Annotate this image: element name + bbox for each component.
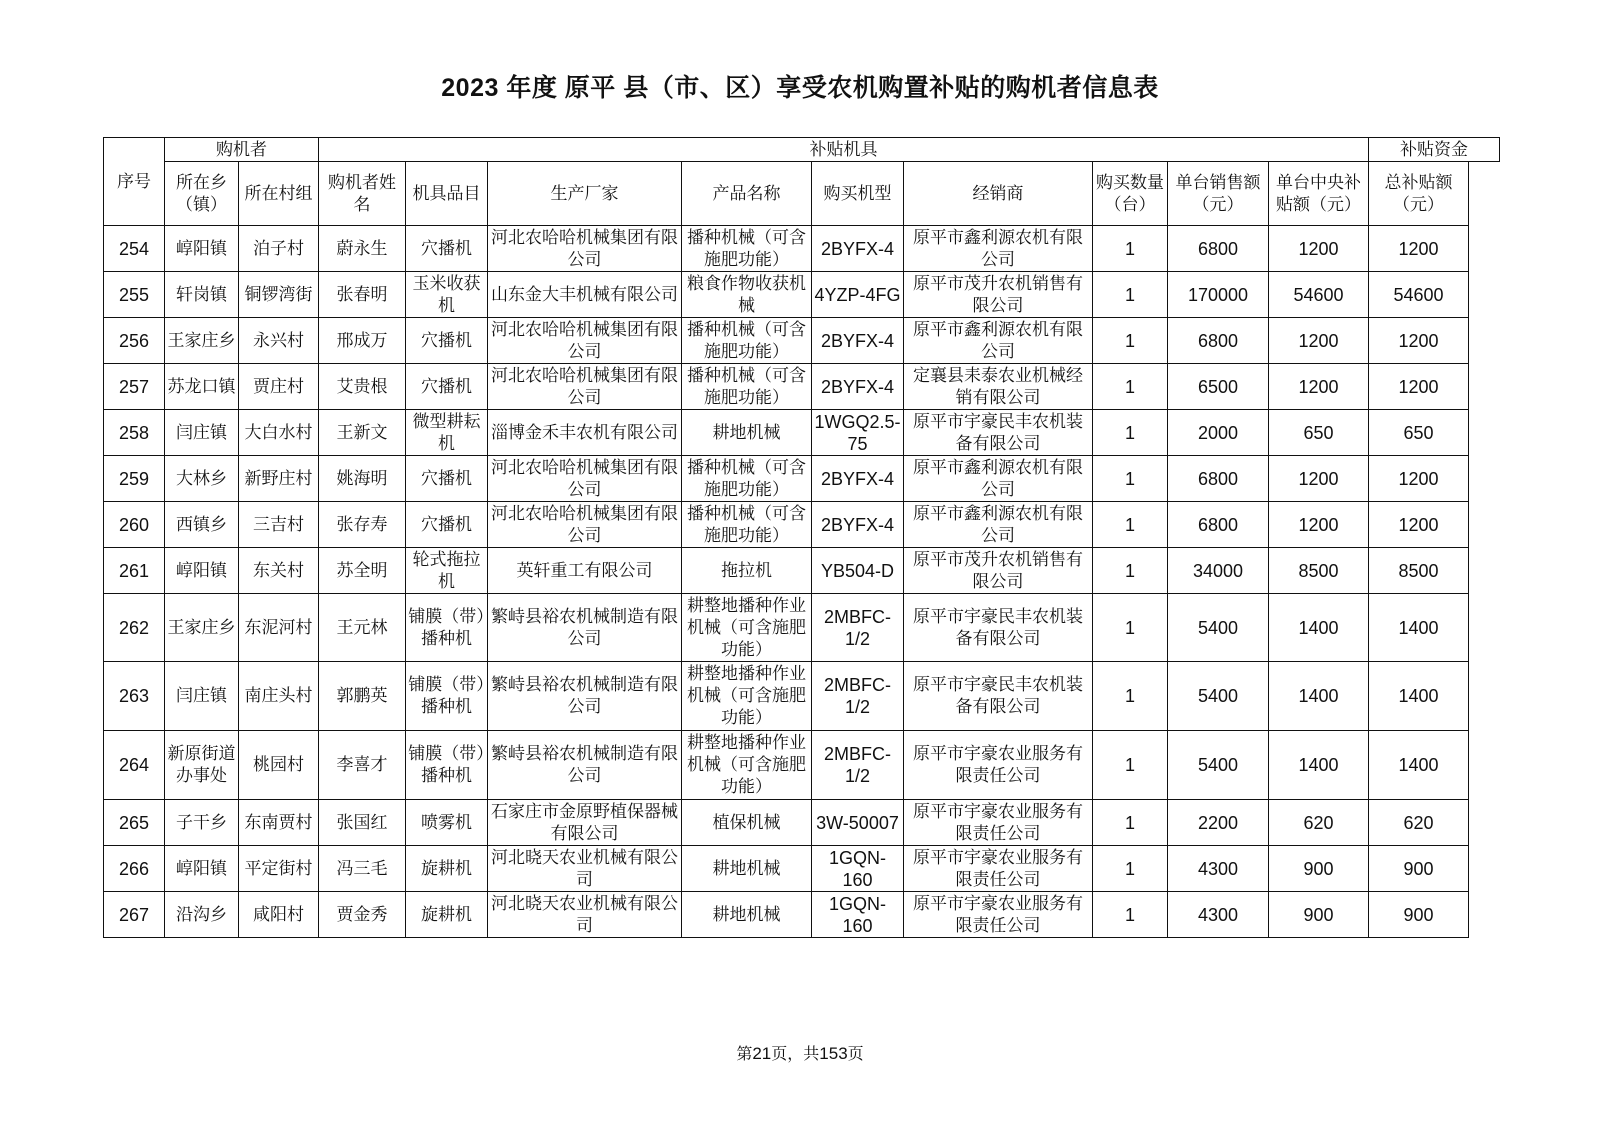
cell-seq: 259: [104, 456, 165, 502]
header-village: 所在村组: [239, 162, 319, 226]
cell-qty: 1: [1093, 410, 1168, 456]
cell-product: 拖拉机: [682, 548, 812, 594]
cell-central-subsidy: 1400: [1269, 594, 1369, 662]
cell-central-subsidy: 1200: [1269, 226, 1369, 272]
cell-unit-price: 6800: [1168, 318, 1269, 364]
cell-seq: 256: [104, 318, 165, 364]
cell-central-subsidy: 620: [1269, 800, 1369, 846]
cell-town: 子干乡: [165, 800, 239, 846]
cell-unit-price: 6800: [1168, 456, 1269, 502]
cell-dealer: 定襄县耒泰农业机械经销有限公司: [904, 364, 1093, 410]
cell-qty: 1: [1093, 800, 1168, 846]
table-row: [104, 846, 1500, 892]
cell-buyer-name: 郭鹏英: [319, 662, 406, 731]
table-row: [104, 226, 1500, 272]
cell-product: 耕整地播种作业机械（可含施肥功能）: [682, 731, 812, 800]
cell-village: 新野庄村: [239, 456, 319, 502]
cell-unit-price: 6800: [1168, 502, 1269, 548]
cell-town: 西镇乡: [165, 502, 239, 548]
cell-total-subsidy: 54600: [1369, 272, 1469, 318]
cell-qty: 1: [1093, 892, 1168, 938]
cell-total-subsidy: 900: [1369, 892, 1469, 938]
cell-buyer-name: 贾金秀: [319, 892, 406, 938]
table-row: [104, 662, 1500, 731]
cell-seq: 266: [104, 846, 165, 892]
header-buyer-name: 购机者姓名: [319, 162, 406, 226]
cell-unit-price: 6500: [1168, 364, 1269, 410]
table-row: [104, 456, 1500, 502]
cell-unit-price: 5400: [1168, 731, 1269, 800]
cell-dealer: 原平市鑫利源农机有限公司: [904, 456, 1093, 502]
cell-manufacturer: 河北农哈哈机械集团有限公司: [488, 226, 682, 272]
cell-unit-price: 5400: [1168, 662, 1269, 731]
cell-buyer-name: 艾贵根: [319, 364, 406, 410]
cell-category: 旋耕机: [406, 846, 488, 892]
header-total-subsidy: 总补贴额（元）: [1369, 162, 1469, 226]
table-row: [104, 318, 1500, 364]
cell-dealer: 原平市宇豪农业服务有限责任公司: [904, 846, 1093, 892]
cell-town: 王家庄乡: [165, 594, 239, 662]
cell-buyer-name: 张国红: [319, 800, 406, 846]
cell-qty: 1: [1093, 548, 1168, 594]
cell-buyer-name: 蔚永生: [319, 226, 406, 272]
cell-qty: 1: [1093, 318, 1168, 364]
header-central-subsidy: 单台中央补贴额（元）: [1269, 162, 1369, 226]
cell-model: 2MBFC-1/2: [812, 594, 904, 662]
cell-qty: 1: [1093, 731, 1168, 800]
header-group-machine: 补贴机具: [319, 138, 1369, 162]
cell-qty: 1: [1093, 662, 1168, 731]
cell-town: 大林乡: [165, 456, 239, 502]
cell-category: 喷雾机: [406, 800, 488, 846]
cell-central-subsidy: 54600: [1269, 272, 1369, 318]
cell-category: 铺膜（带）播种机: [406, 662, 488, 731]
cell-qty: 1: [1093, 226, 1168, 272]
cell-manufacturer: 英轩重工有限公司: [488, 548, 682, 594]
header-qty: 购买数量（台）: [1093, 162, 1168, 226]
cell-town: 轩岗镇: [165, 272, 239, 318]
cell-category: 穴播机: [406, 318, 488, 364]
cell-seq: 263: [104, 662, 165, 731]
cell-seq: 265: [104, 800, 165, 846]
cell-category: 穴播机: [406, 456, 488, 502]
cell-village: 南庄头村: [239, 662, 319, 731]
header-category: 机具品目: [406, 162, 488, 226]
cell-buyer-name: 李喜才: [319, 731, 406, 800]
table-row: [104, 410, 1500, 456]
cell-qty: 1: [1093, 594, 1168, 662]
cell-central-subsidy: 1200: [1269, 318, 1369, 364]
cell-qty: 1: [1093, 364, 1168, 410]
header-manufacturer: 生产厂家: [488, 162, 682, 226]
cell-village: 东泥河村: [239, 594, 319, 662]
table-row: [104, 272, 1500, 318]
cell-buyer-name: 张春明: [319, 272, 406, 318]
cell-model: 2BYFX-4: [812, 456, 904, 502]
cell-village: 贾庄村: [239, 364, 319, 410]
cell-seq: 258: [104, 410, 165, 456]
cell-town: 闫庄镇: [165, 410, 239, 456]
cell-central-subsidy: 1400: [1269, 731, 1369, 800]
cell-total-subsidy: 620: [1369, 800, 1469, 846]
cell-model: 2MBFC-1/2: [812, 731, 904, 800]
cell-seq: 261: [104, 548, 165, 594]
cell-town: 崞阳镇: [165, 226, 239, 272]
header-model: 购买机型: [812, 162, 904, 226]
cell-seq: 254: [104, 226, 165, 272]
cell-model: 1GQN-160: [812, 892, 904, 938]
cell-unit-price: 2200: [1168, 800, 1269, 846]
footer-total-pages: 153: [819, 1044, 848, 1063]
cell-model: 2BYFX-4: [812, 318, 904, 364]
cell-unit-price: 34000: [1168, 548, 1269, 594]
cell-product: 植保机械: [682, 800, 812, 846]
header-group-buyer: 购机者: [165, 138, 319, 162]
cell-town: 沿沟乡: [165, 892, 239, 938]
cell-total-subsidy: 1400: [1369, 731, 1469, 800]
cell-product: 播种机械（可含施肥功能）: [682, 502, 812, 548]
cell-dealer: 原平市宇豪民丰农机装备有限公司: [904, 662, 1093, 731]
cell-dealer: 原平市宇豪民丰农机装备有限公司: [904, 594, 1093, 662]
cell-total-subsidy: 650: [1369, 410, 1469, 456]
cell-central-subsidy: 1400: [1269, 662, 1369, 731]
cell-unit-price: 6800: [1168, 226, 1269, 272]
cell-village: 铜锣湾街: [239, 272, 319, 318]
cell-product: 耕地机械: [682, 410, 812, 456]
cell-category: 玉米收获机: [406, 272, 488, 318]
footer-page-number: 21: [752, 1044, 772, 1063]
cell-village: 桃园村: [239, 731, 319, 800]
cell-town: 崞阳镇: [165, 548, 239, 594]
cell-dealer: 原平市茂升农机销售有限公司: [904, 272, 1093, 318]
cell-central-subsidy: 8500: [1269, 548, 1369, 594]
cell-model: 2BYFX-4: [812, 364, 904, 410]
cell-product: 耕地机械: [682, 846, 812, 892]
cell-unit-price: 4300: [1168, 846, 1269, 892]
cell-seq: 255: [104, 272, 165, 318]
cell-buyer-name: 张存寿: [319, 502, 406, 548]
cell-town: 闫庄镇: [165, 662, 239, 731]
cell-dealer: 原平市宇豪民丰农机装备有限公司: [904, 410, 1093, 456]
cell-dealer: 原平市宇豪农业服务有限责任公司: [904, 800, 1093, 846]
cell-product: 粮食作物收获机械: [682, 272, 812, 318]
cell-manufacturer: 河北农哈哈机械集团有限公司: [488, 318, 682, 364]
cell-total-subsidy: 1400: [1369, 594, 1469, 662]
header-dealer: 经销商: [904, 162, 1093, 226]
cell-model: 2MBFC-1/2: [812, 662, 904, 731]
page-title: 2023 年度 原平 县（市、区）享受农机购置补贴的购机者信息表: [441, 74, 1159, 102]
table-row: [104, 502, 1500, 548]
cell-total-subsidy: 1200: [1369, 318, 1469, 364]
cell-village: 平定街村: [239, 846, 319, 892]
cell-unit-price: 5400: [1168, 594, 1269, 662]
cell-model: 1WGQ2.5-75: [812, 410, 904, 456]
cell-buyer-name: 姚海明: [319, 456, 406, 502]
cell-manufacturer: 河北晓天农业机械有限公司: [488, 846, 682, 892]
footer-prefix: 第: [736, 1044, 753, 1063]
cell-product: 播种机械（可含施肥功能）: [682, 364, 812, 410]
cell-manufacturer: 石家庄市金原野植保器械有限公司: [488, 800, 682, 846]
cell-model: YB504-D: [812, 548, 904, 594]
cell-unit-price: 4300: [1168, 892, 1269, 938]
cell-product: 播种机械（可含施肥功能）: [682, 226, 812, 272]
cell-category: 轮式拖拉机: [406, 548, 488, 594]
header-seq: 序号: [104, 138, 165, 226]
cell-village: 泊子村: [239, 226, 319, 272]
cell-dealer: 原平市茂升农机销售有限公司: [904, 548, 1093, 594]
cell-dealer: 原平市鑫利源农机有限公司: [904, 502, 1093, 548]
cell-dealer: 原平市鑫利源农机有限公司: [904, 318, 1093, 364]
cell-seq: 257: [104, 364, 165, 410]
cell-total-subsidy: 1200: [1369, 226, 1469, 272]
table-row: [104, 594, 1500, 662]
cell-central-subsidy: 1200: [1269, 364, 1369, 410]
cell-total-subsidy: 900: [1369, 846, 1469, 892]
cell-dealer: 原平市鑫利源农机有限公司: [904, 226, 1093, 272]
cell-category: 穴播机: [406, 364, 488, 410]
table-row: [104, 892, 1500, 938]
cell-manufacturer: 河北农哈哈机械集团有限公司: [488, 364, 682, 410]
cell-qty: 1: [1093, 846, 1168, 892]
cell-total-subsidy: 1200: [1369, 502, 1469, 548]
cell-model: 2BYFX-4: [812, 502, 904, 548]
table-row: [104, 548, 1500, 594]
cell-village: 东南贾村: [239, 800, 319, 846]
header-group-fund: 补贴资金: [1369, 138, 1500, 162]
cell-village: 咸阳村: [239, 892, 319, 938]
footer-middle: 页，共: [771, 1044, 820, 1063]
cell-model: 4YZP-4FG: [812, 272, 904, 318]
cell-village: 三吉村: [239, 502, 319, 548]
cell-village: 东关村: [239, 548, 319, 594]
cell-manufacturer: 繁峙县裕农机械制造有限公司: [488, 662, 682, 731]
cell-town: 新原街道办事处: [165, 731, 239, 800]
cell-central-subsidy: 1200: [1269, 456, 1369, 502]
cell-product: 耕整地播种作业机械（可含施肥功能）: [682, 662, 812, 731]
cell-product: 播种机械（可含施肥功能）: [682, 456, 812, 502]
cell-village: 永兴村: [239, 318, 319, 364]
cell-unit-price: 170000: [1168, 272, 1269, 318]
cell-town: 王家庄乡: [165, 318, 239, 364]
cell-town: 崞阳镇: [165, 846, 239, 892]
cell-product: 耕地机械: [682, 892, 812, 938]
cell-category: 穴播机: [406, 502, 488, 548]
cell-central-subsidy: 900: [1269, 846, 1369, 892]
header-product: 产品名称: [682, 162, 812, 226]
cell-qty: 1: [1093, 502, 1168, 548]
cell-total-subsidy: 1200: [1369, 364, 1469, 410]
cell-manufacturer: 淄博金禾丰农机有限公司: [488, 410, 682, 456]
cell-dealer: 原平市宇豪农业服务有限责任公司: [904, 892, 1093, 938]
cell-seq: 262: [104, 594, 165, 662]
page-footer: [0, 1041, 1600, 1064]
cell-qty: 1: [1093, 456, 1168, 502]
cell-village: 大白水村: [239, 410, 319, 456]
cell-buyer-name: 邢成万: [319, 318, 406, 364]
cell-buyer-name: 王新文: [319, 410, 406, 456]
cell-qty: 1: [1093, 272, 1168, 318]
table-row: [104, 800, 1500, 846]
table-row: [104, 364, 1500, 410]
cell-buyer-name: 王元林: [319, 594, 406, 662]
cell-buyer-name: 冯三毛: [319, 846, 406, 892]
cell-product: 播种机械（可含施肥功能）: [682, 318, 812, 364]
cell-category: 旋耕机: [406, 892, 488, 938]
cell-model: 2BYFX-4: [812, 226, 904, 272]
cell-central-subsidy: 1200: [1269, 502, 1369, 548]
cell-central-subsidy: 900: [1269, 892, 1369, 938]
cell-category: 铺膜（带）播种机: [406, 594, 488, 662]
cell-category: 穴播机: [406, 226, 488, 272]
cell-dealer: 原平市宇豪农业服务有限责任公司: [904, 731, 1093, 800]
header-town: 所在乡（镇）: [165, 162, 239, 226]
cell-category: 微型耕耘机: [406, 410, 488, 456]
table-row: [104, 731, 1500, 800]
cell-category: 铺膜（带）播种机: [406, 731, 488, 800]
cell-total-subsidy: 8500: [1369, 548, 1469, 594]
cell-seq: 264: [104, 731, 165, 800]
cell-manufacturer: 繁峙县裕农机械制造有限公司: [488, 731, 682, 800]
cell-product: 耕整地播种作业机械（可含施肥功能）: [682, 594, 812, 662]
cell-manufacturer: 河北晓天农业机械有限公司: [488, 892, 682, 938]
cell-total-subsidy: 1400: [1369, 662, 1469, 731]
cell-buyer-name: 苏全明: [319, 548, 406, 594]
cell-model: 3W-50007: [812, 800, 904, 846]
header-unit-price: 单台销售额（元）: [1168, 162, 1269, 226]
cell-seq: 267: [104, 892, 165, 938]
subsidy-table: [103, 137, 1500, 938]
cell-central-subsidy: 650: [1269, 410, 1369, 456]
cell-manufacturer: 繁峙县裕农机械制造有限公司: [488, 594, 682, 662]
footer-suffix: 页: [847, 1044, 864, 1063]
cell-seq: 260: [104, 502, 165, 548]
cell-total-subsidy: 1200: [1369, 456, 1469, 502]
cell-unit-price: 2000: [1168, 410, 1269, 456]
cell-manufacturer: 河北农哈哈机械集团有限公司: [488, 502, 682, 548]
cell-model: 1GQN-160: [812, 846, 904, 892]
cell-town: 苏龙口镇: [165, 364, 239, 410]
cell-manufacturer: 河北农哈哈机械集团有限公司: [488, 456, 682, 502]
cell-manufacturer: 山东金大丰机械有限公司: [488, 272, 682, 318]
